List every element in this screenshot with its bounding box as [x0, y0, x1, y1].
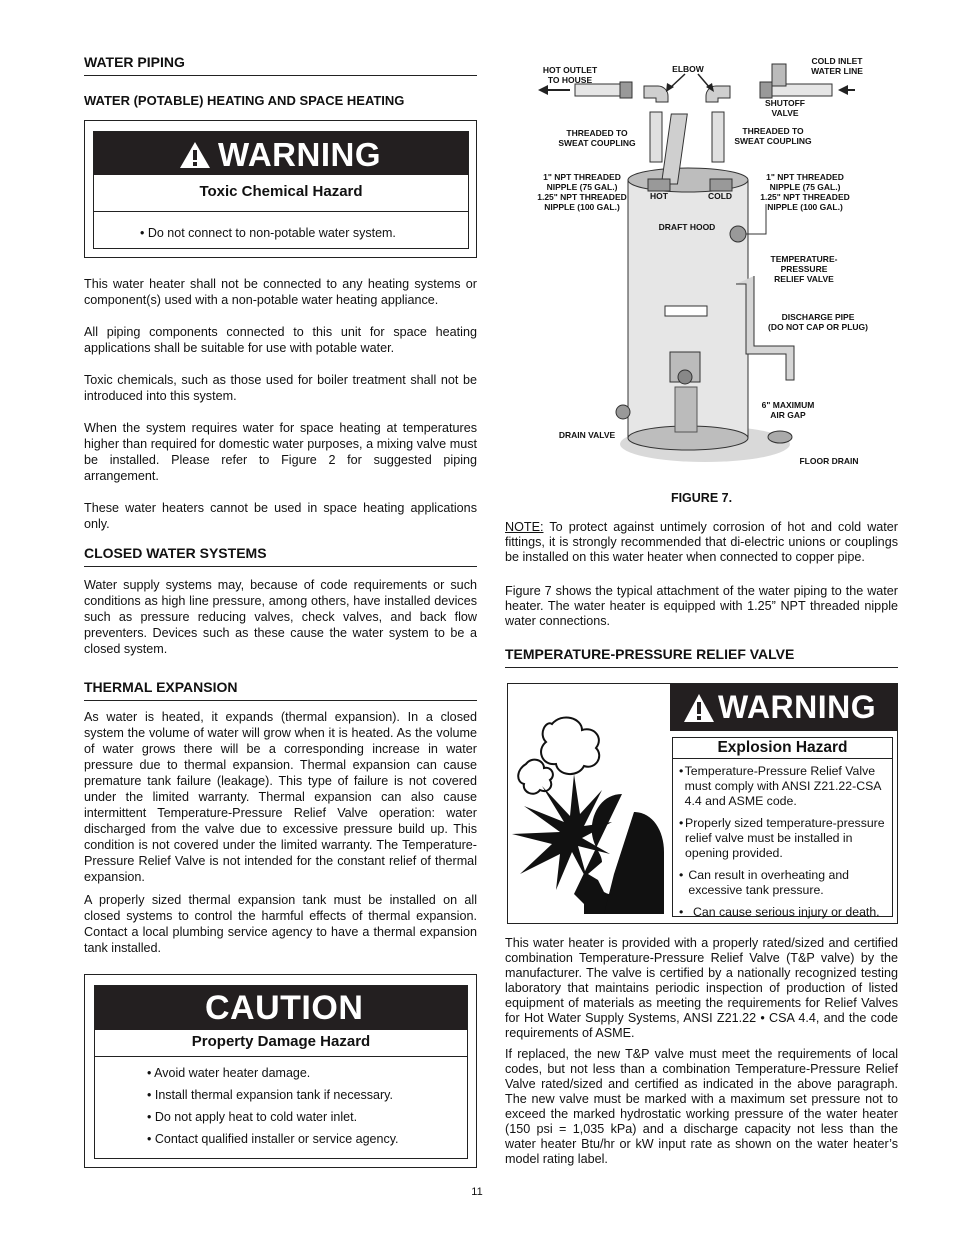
warning-triangle-icon	[682, 692, 716, 724]
note-text: To protect against untimely corrosion of hot and cold water fittings, it is strongly recommended that di-electric unions or couplings be installed on this water heater when connected to copper pipe.	[505, 520, 898, 564]
paragraph: All piping components connected to this unit for space heating applications shall be suitable for use with potable water.	[84, 325, 477, 355]
label-tp-valve: TEMPERATURE- PRESSURE RELIEF VALVE	[770, 254, 838, 284]
warning-subtitle: Explosion Hazard	[673, 738, 892, 759]
thermal-expansion-tank-text: A properly sized thermal expansion tank must be installed on all closed systems to control the harmful effects of thermal expansion. Contact a local plumbing service agency to have a thermal expansion tank installed.	[84, 893, 477, 955]
label-threaded-right: THREADED TO SWEAT COUPLING	[734, 126, 812, 146]
caution-subtitle: Property Damage Hazard	[95, 1032, 467, 1057]
label-floor-drain: FLOOR DRAIN	[799, 456, 859, 466]
label-draft-hood: DRAFT HOOD	[658, 222, 716, 232]
list-item: • Install thermal expansion tank if necessary.	[147, 1088, 393, 1102]
list-item: • Can result in overheating and excessive tank pressure.	[679, 868, 850, 897]
caution-box	[84, 974, 477, 1168]
explosion-hazard-icon	[512, 694, 667, 914]
label-hot-outlet: HOT OUTLET TO HOUSE	[542, 65, 598, 85]
label-air-gap: 6" MAXIMUM AIR GAP	[761, 400, 815, 420]
label-cold-inlet: COLD INLET WATER LINE	[811, 56, 863, 76]
explosion-warning-box	[507, 683, 898, 924]
explosion-bullets	[679, 764, 889, 920]
label-discharge-pipe: DISCHARGE PIPE (DO NOT CAP OR PLUG)	[768, 312, 868, 332]
water-piping-heading: WATER PIPING	[84, 54, 477, 76]
tp-valve-heading: TEMPERATURE-PRESSURE RELIEF VALVE	[505, 646, 898, 668]
intro-paragraphs	[84, 276, 477, 532]
warning-title: WARNING	[218, 136, 381, 173]
label-npt-right: 1" NPT THREADED NIPPLE (75 GAL.) 1.25" NPT THREADED NIPPLE (100 GAL.)	[760, 172, 850, 212]
warning-subtitle: Toxic Chemical Hazard	[94, 177, 468, 212]
list-item: • Avoid water heater damage.	[147, 1066, 311, 1080]
toxic-warning-box	[84, 120, 477, 258]
tp-valve-paragraph-1: This water heater is provided with a properly rated/sized and certified combination Temperature-Pressure Relief Valve (T&P valve) by the manufacturer. The valve is certified by a nationally recognized testing laboratory that maintains periodic inspection of production of listed equipment of materials as meeting the requirements for Relief Valves for Hot Water Supply Systems, ANSI Z21.22 • CSA 4.4, and the code requirements of ASME.	[505, 936, 898, 1040]
closed-systems-heading: CLOSED WATER SYSTEMS	[84, 545, 477, 567]
warning-bullet: • Do not connect to non-potable water system.	[140, 226, 396, 240]
label-hot: HOT	[650, 191, 668, 201]
figure-7-paragraph: Figure 7 shows the typical attachment of the water piping to the water heater. The water heater is equipped with 1.25” NPT threaded nipple water connections.	[505, 584, 898, 628]
caution-bullets	[147, 1062, 399, 1150]
list-item: • Can cause serious injury or death.	[679, 905, 880, 919]
warning-title: WARNING	[718, 689, 877, 725]
paragraph: When the system requires water for space heating at temperatures higher than required for domestic water purposes, a mixing valve must be installed. Please refer to Figure 2 for suggested piping arrangement.	[84, 421, 477, 483]
label-elbow: ELBOW	[672, 64, 704, 74]
label-shutoff-valve: SHUTOFF VALVE	[765, 98, 805, 118]
label-cold: COLD	[707, 191, 733, 201]
list-item: • Contact qualified installer or service agency.	[147, 1132, 399, 1146]
figure-7-diagram	[520, 52, 895, 472]
page-number: 11	[471, 1186, 483, 1198]
caution-title: CAUTION	[205, 989, 364, 1027]
tp-valve-paragraph-2: If replaced, the new T&P valve must meet the requirements of local codes, but not less than a combination Temperature-Pressure Relief Valve rated/sized and certified as indicated in the above paragraph. The new valve must be marked with a maximum set pressure not to exceed the marked hydrostatic working pressure of the water heater (150 psi = 1,035 kPa) and a discharge capacity not less than the water heater Btu/hr or kW input rate as shown on the water heater’s model rating label.	[505, 1047, 898, 1166]
list-item: • Do not apply heat to cold water inlet.	[147, 1110, 358, 1124]
paragraph: These water heaters cannot be used in space heating applications only.	[84, 501, 477, 531]
potable-heading: WATER (POTABLE) HEATING AND SPACE HEATING	[84, 93, 405, 108]
paragraph: Toxic chemicals, such as those used for boiler treatment shall not be introduced into this system.	[84, 373, 477, 403]
label-npt-left: 1" NPT THREADED NIPPLE (75 GAL.) 1.25" NPT THREADED NIPPLE (100 GAL.)	[537, 172, 627, 212]
paragraph: This water heater shall not be connected to any heating systems or component(s) used with a non-potable water heating appliance.	[84, 277, 477, 307]
label-drain-valve: DRAIN VALVE	[558, 430, 616, 440]
thermal-expansion-heading: THERMAL EXPANSION	[84, 679, 477, 701]
figure-caption: FIGURE 7.	[670, 491, 733, 505]
note-label: NOTE:	[505, 520, 544, 534]
closed-systems-text: Water supply systems may, because of code requirements or such conditions as high line pressure, among others, have installed devices such as pressure reducing valves, check valves, and back flow preventers. Devices such as these cause the water system to be a closed system.	[84, 578, 477, 656]
warning-triangle-icon	[178, 140, 212, 170]
list-item: • Properly sized temperature-pressure relief valve must be installed in opening provided.	[679, 816, 885, 860]
note-paragraph	[505, 520, 898, 565]
list-item: • Temperature-Pressure Relief Valve must comply with ANSI Z21.22-CSA 4.4 and ASME code.	[679, 764, 881, 808]
label-threaded-left: THREADED TO SWEAT COUPLING	[558, 128, 636, 148]
thermal-expansion-text: As water is heated, it expands (thermal expansion). In a closed system the volume of water will grow when it is heated. As the volume of water grows there will be a corresponding increase in water pressure due to thermal expansion. Thermal expansion can cause premature tank failure (leakage). This type of failure is not covered under the limited warranty. Thermal expansion can also cause intermittent Temperature-Pressure Relief Valve operation: water discharged from the valve due to excessive pressure build up. This condition is not covered under the limited warranty. The Temperature-Pressure Relief Valve is not intended for the constant relief of thermal expansion.	[84, 710, 477, 884]
